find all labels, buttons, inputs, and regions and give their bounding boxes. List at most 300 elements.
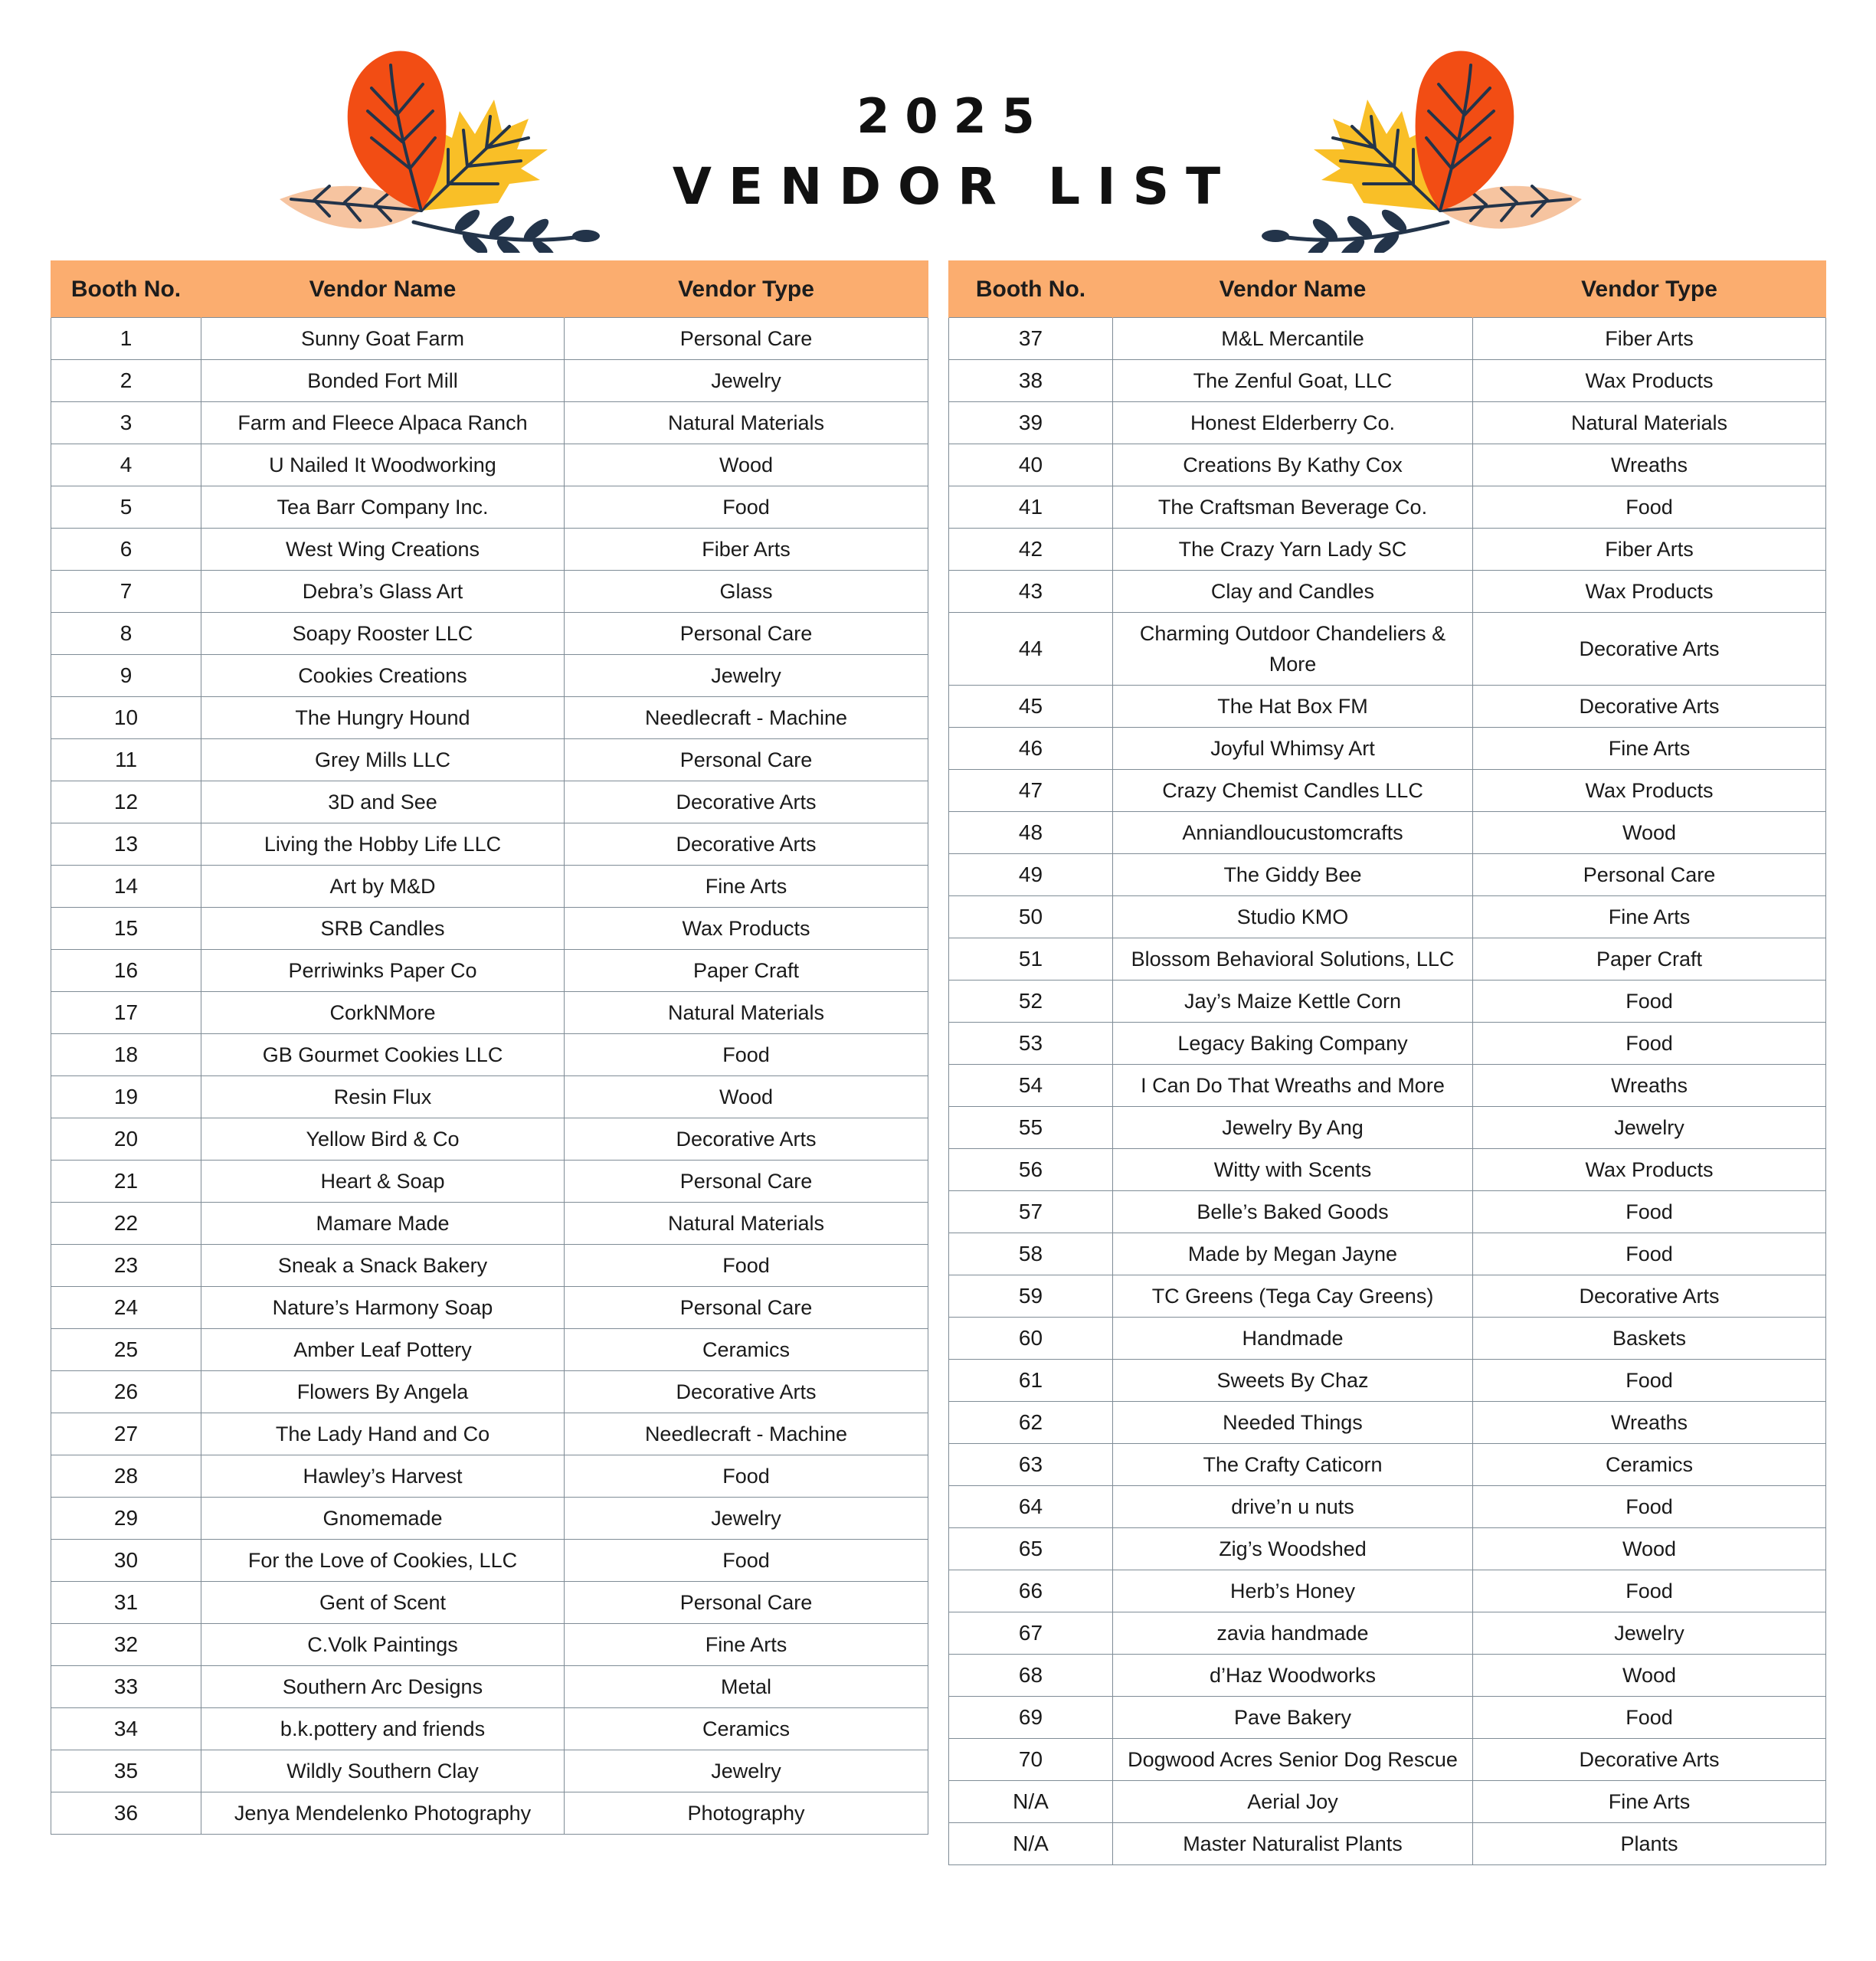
vendor-type-cell: Jewelry (1473, 1612, 1826, 1655)
booth-number-cell: 40 (949, 444, 1113, 486)
vendor-name-cell: Charming Outdoor Chandeliers & More (1113, 613, 1473, 686)
vendor-type-cell: Jewelry (565, 655, 928, 697)
vendor-name-cell: Amber Leaf Pottery (201, 1329, 565, 1371)
vendor-table-left (51, 260, 928, 1835)
vendor-name-cell: Joyful Whimsy Art (1113, 728, 1473, 770)
vendor-type-cell: Decorative Arts (1473, 1739, 1826, 1781)
vendor-name-cell: M&L Mercantile (1113, 318, 1473, 360)
vendor-type-cell: Fine Arts (1473, 1781, 1826, 1823)
vendor-type-cell: Wreaths (1473, 1065, 1826, 1107)
table-row (51, 1287, 928, 1329)
booth-number-cell: 52 (949, 980, 1113, 1023)
booth-number-cell: 11 (51, 739, 201, 781)
table-row (949, 812, 1826, 854)
booth-number-cell: 63 (949, 1444, 1113, 1486)
vendor-type-cell: Wood (565, 444, 928, 486)
vendor-name-cell: Grey Mills LLC (201, 739, 565, 781)
vendor-name-cell: b.k.pottery and friends (201, 1708, 565, 1750)
booth-number-cell: 38 (949, 360, 1113, 402)
vendor-name-cell: Gnomemade (201, 1498, 565, 1540)
booth-number-cell: 24 (51, 1287, 201, 1329)
booth-number-cell: 18 (51, 1034, 201, 1076)
booth-number-cell: 62 (949, 1402, 1113, 1444)
booth-number-cell: 60 (949, 1318, 1113, 1360)
vendor-name-cell: Handmade (1113, 1318, 1473, 1360)
vendor-name-cell: Bonded Fort Mill (201, 360, 565, 402)
table-row (51, 1076, 928, 1118)
vendor-type-cell: Jewelry (565, 1498, 928, 1540)
vendor-type-cell: Food (565, 1540, 928, 1582)
table-row (51, 402, 928, 444)
table-row (949, 529, 1826, 571)
table-row (949, 613, 1826, 686)
vendor-type-cell: Wax Products (1473, 360, 1826, 402)
vendor-type-cell: Food (1473, 1023, 1826, 1065)
vendor-type-cell: Food (1473, 1233, 1826, 1275)
table-row (949, 1023, 1826, 1065)
vendor-type-cell: Metal (565, 1666, 928, 1708)
booth-number-cell: 14 (51, 866, 201, 908)
vendor-name-cell: Cookies Creations (201, 655, 565, 697)
table-row (51, 823, 928, 866)
vendor-type-cell: Fine Arts (565, 866, 928, 908)
vendor-name-cell: Nature’s Harmony Soap (201, 1287, 565, 1329)
vendor-name-cell: SRB Candles (201, 908, 565, 950)
table-row (51, 908, 928, 950)
booth-number-cell: 43 (949, 571, 1113, 613)
table-row (51, 486, 928, 529)
booth-number-cell: 13 (51, 823, 201, 866)
table-row (51, 1708, 928, 1750)
vendor-type-cell: Natural Materials (1473, 402, 1826, 444)
booth-number-cell: 3 (51, 402, 201, 444)
table-row (949, 1360, 1826, 1402)
autumn-leaves-right-icon (1256, 46, 1616, 253)
table-row (949, 1149, 1826, 1191)
booth-number-cell: 30 (51, 1540, 201, 1582)
vendor-type-cell: Natural Materials (565, 402, 928, 444)
booth-number-cell: 6 (51, 529, 201, 571)
table-row (51, 655, 928, 697)
vendor-type-cell: Jewelry (565, 360, 928, 402)
table-row (949, 1191, 1826, 1233)
vendor-type-cell: Wood (1473, 812, 1826, 854)
vendor-name-cell: The Hungry Hound (201, 697, 565, 739)
vendor-name-header: Vendor Name (201, 261, 565, 318)
vendor-type-cell: Personal Care (565, 1287, 928, 1329)
booth-number-cell: 55 (949, 1107, 1113, 1149)
table-row (949, 1612, 1826, 1655)
vendor-type-cell: Wreaths (1473, 1402, 1826, 1444)
vendor-name-cell: zavia handmade (1113, 1612, 1473, 1655)
table-row (949, 980, 1826, 1023)
booth-number-cell: 20 (51, 1118, 201, 1161)
vendor-name-cell: Debra’s Glass Art (201, 571, 565, 613)
vendor-name-cell: The Crafty Caticorn (1113, 1444, 1473, 1486)
vendor-name-cell: The Crazy Yarn Lady SC (1113, 529, 1473, 571)
vendor-name-cell: The Hat Box FM (1113, 686, 1473, 728)
vendor-type-cell: Baskets (1473, 1318, 1826, 1360)
vendor-name-cell: The Lady Hand and Co (201, 1413, 565, 1455)
vendor-name-cell: Pave Bakery (1113, 1697, 1473, 1739)
vendor-name-header: Vendor Name (1113, 261, 1473, 318)
vendor-name-cell: Soapy Rooster LLC (201, 613, 565, 655)
vendor-type-cell: Needlecraft - Machine (565, 1413, 928, 1455)
vendor-type-cell: Decorative Arts (565, 1371, 928, 1413)
vendor-type-cell: Needlecraft - Machine (565, 697, 928, 739)
vendor-type-cell: Food (565, 486, 928, 529)
vendor-name-cell: Resin Flux (201, 1076, 565, 1118)
vendor-type-header: Vendor Type (565, 261, 928, 318)
vendor-type-cell: Wax Products (565, 908, 928, 950)
vendor-type-cell: Food (1473, 980, 1826, 1023)
vendor-name-cell: Master Naturalist Plants (1113, 1823, 1473, 1865)
table-row (949, 318, 1826, 360)
booth-number-cell: 68 (949, 1655, 1113, 1697)
vendor-name-cell: Witty with Scents (1113, 1149, 1473, 1191)
booth-number-cell: 19 (51, 1076, 201, 1118)
table-row (51, 1203, 928, 1245)
vendor-type-cell: Fiber Arts (565, 529, 928, 571)
vendor-name-cell: d’Haz Woodworks (1113, 1655, 1473, 1697)
booth-number-cell: 32 (51, 1624, 201, 1666)
vendor-type-cell: Fine Arts (565, 1624, 928, 1666)
autumn-leaves-left-icon (245, 46, 605, 253)
vendor-type-cell: Personal Care (565, 739, 928, 781)
booth-number-cell: 25 (51, 1329, 201, 1371)
booth-number-cell: 10 (51, 697, 201, 739)
table-row (949, 1697, 1826, 1739)
vendor-type-cell: Fine Arts (1473, 896, 1826, 938)
table-row (51, 866, 928, 908)
booth-number-cell: 61 (949, 1360, 1113, 1402)
vendor-type-cell: Plants (1473, 1823, 1826, 1865)
booth-number-cell: 37 (949, 318, 1113, 360)
booth-number-cell: 67 (949, 1612, 1113, 1655)
booth-number-cell: N/A (949, 1781, 1113, 1823)
vendor-type-cell: Wood (565, 1076, 928, 1118)
table-row (949, 1781, 1826, 1823)
booth-number-cell: 35 (51, 1750, 201, 1792)
booth-number-cell: 56 (949, 1149, 1113, 1191)
vendor-type-cell: Decorative Arts (1473, 613, 1826, 686)
table-row (949, 938, 1826, 980)
vendor-name-cell: Living the Hobby Life LLC (201, 823, 565, 866)
table-row (949, 1570, 1826, 1612)
booth-number-cell: 47 (949, 770, 1113, 812)
vendor-type-cell: Natural Materials (565, 992, 928, 1034)
vendor-name-cell: The Giddy Bee (1113, 854, 1473, 896)
table-row (51, 1371, 928, 1413)
booth-number-cell: 58 (949, 1233, 1113, 1275)
table-row (949, 854, 1826, 896)
table-row (949, 896, 1826, 938)
booth-number-cell: 48 (949, 812, 1113, 854)
vendor-type-cell: Food (565, 1245, 928, 1287)
vendor-name-cell: Yellow Bird & Co (201, 1118, 565, 1161)
table-row (51, 318, 928, 360)
table-row (949, 1528, 1826, 1570)
booth-number-cell: 12 (51, 781, 201, 823)
vendor-type-cell: Natural Materials (565, 1203, 928, 1245)
vendor-name-cell: Clay and Candles (1113, 571, 1473, 613)
vendor-name-cell: U Nailed It Woodworking (201, 444, 565, 486)
table-row (51, 1034, 928, 1076)
vendor-name-cell: The Craftsman Beverage Co. (1113, 486, 1473, 529)
vendor-type-cell: Decorative Arts (1473, 1275, 1826, 1318)
vendor-type-cell: Personal Care (1473, 854, 1826, 896)
vendor-type-cell: Food (1473, 1486, 1826, 1528)
vendor-name-cell: West Wing Creations (201, 529, 565, 571)
booth-number-cell: 42 (949, 529, 1113, 571)
vendor-name-cell: The Zenful Goat, LLC (1113, 360, 1473, 402)
vendor-type-cell: Wax Products (1473, 770, 1826, 812)
table-row (949, 1444, 1826, 1486)
booth-number-cell: 54 (949, 1065, 1113, 1107)
vendor-name-cell: I Can Do That Wreaths and More (1113, 1065, 1473, 1107)
booth-number-cell: 53 (949, 1023, 1113, 1065)
booth-number-cell: 9 (51, 655, 201, 697)
vendor-type-cell: Food (565, 1034, 928, 1076)
booth-number-cell: 26 (51, 1371, 201, 1413)
booth-number-cell: 69 (949, 1697, 1113, 1739)
table-row (51, 1161, 928, 1203)
table-header-row (949, 261, 1826, 318)
title-vendor-list: VENDOR LIST (672, 157, 1238, 216)
booth-number-cell: 45 (949, 686, 1113, 728)
vendor-name-cell: Belle’s Baked Goods (1113, 1191, 1473, 1233)
vendor-name-cell: Sweets By Chaz (1113, 1360, 1473, 1402)
table-row (949, 1402, 1826, 1444)
table-row (949, 1065, 1826, 1107)
vendor-type-cell: Wood (1473, 1528, 1826, 1570)
table-row (51, 739, 928, 781)
table-row (949, 1655, 1826, 1697)
vendor-name-cell: Tea Barr Company Inc. (201, 486, 565, 529)
booth-number-cell: 46 (949, 728, 1113, 770)
booth-number-cell: 50 (949, 896, 1113, 938)
vendor-name-cell: Jewelry By Ang (1113, 1107, 1473, 1149)
table-row (51, 1498, 928, 1540)
vendor-type-cell: Paper Craft (1473, 938, 1826, 980)
vendor-name-cell: Mamare Made (201, 1203, 565, 1245)
vendor-name-cell: Southern Arc Designs (201, 1666, 565, 1708)
booth-number-cell: 15 (51, 908, 201, 950)
vendor-type-cell: Wreaths (1473, 444, 1826, 486)
booth-number-cell: 17 (51, 992, 201, 1034)
vendor-type-cell: Decorative Arts (565, 823, 928, 866)
table-row (949, 1823, 1826, 1865)
vendor-name-cell: Sunny Goat Farm (201, 318, 565, 360)
vendor-name-cell: Hawley’s Harvest (201, 1455, 565, 1498)
booth-number-cell: 28 (51, 1455, 201, 1498)
booth-number-cell: 27 (51, 1413, 201, 1455)
vendor-type-cell: Food (565, 1455, 928, 1498)
vendor-type-cell: Decorative Arts (1473, 686, 1826, 728)
table-row (51, 697, 928, 739)
vendor-type-cell: Decorative Arts (565, 781, 928, 823)
booth-number-cell: 5 (51, 486, 201, 529)
table-row (51, 1245, 928, 1287)
vendor-name-cell: GB Gourmet Cookies LLC (201, 1034, 565, 1076)
table-row (51, 529, 928, 571)
vendor-name-cell: Jay’s Maize Kettle Corn (1113, 980, 1473, 1023)
vendor-type-cell: Food (1473, 1360, 1826, 1402)
booth-number-cell: 36 (51, 1792, 201, 1835)
booth-number-cell: 2 (51, 360, 201, 402)
table-row (51, 1750, 928, 1792)
table-row (949, 686, 1826, 728)
booth-number-cell: 64 (949, 1486, 1113, 1528)
booth-number-cell: 70 (949, 1739, 1113, 1781)
booth-number-cell: 29 (51, 1498, 201, 1540)
table-row (51, 781, 928, 823)
booth-number-cell: 23 (51, 1245, 201, 1287)
table-row (51, 1792, 928, 1835)
booth-number-cell: 39 (949, 402, 1113, 444)
booth-number-cell: 4 (51, 444, 201, 486)
booth-number-cell: 21 (51, 1161, 201, 1203)
table-row (51, 992, 928, 1034)
table-row (51, 1118, 928, 1161)
vendor-type-cell: Personal Care (565, 613, 928, 655)
vendor-type-cell: Ceramics (565, 1708, 928, 1750)
booth-number-cell: 33 (51, 1666, 201, 1708)
vendor-name-cell: Jenya Mendelenko Photography (201, 1792, 565, 1835)
vendor-name-cell: Aerial Joy (1113, 1781, 1473, 1823)
vendor-name-cell: Studio KMO (1113, 896, 1473, 938)
vendor-name-cell: Perriwinks Paper Co (201, 950, 565, 992)
table-row (51, 1666, 928, 1708)
vendor-name-cell: Heart & Soap (201, 1161, 565, 1203)
booth-number-cell: 51 (949, 938, 1113, 980)
table-row (949, 1486, 1826, 1528)
table-row (51, 360, 928, 402)
vendor-name-cell: Farm and Fleece Alpaca Ranch (201, 402, 565, 444)
vendor-name-cell: Sneak a Snack Bakery (201, 1245, 565, 1287)
vendor-type-cell: Fine Arts (1473, 728, 1826, 770)
table-row (949, 402, 1826, 444)
table-row (949, 770, 1826, 812)
vendor-type-cell: Personal Care (565, 318, 928, 360)
vendor-name-cell: Crazy Chemist Candles LLC (1113, 770, 1473, 812)
table-row (51, 1624, 928, 1666)
booth-number-cell: 59 (949, 1275, 1113, 1318)
booth-number-cell: 49 (949, 854, 1113, 896)
table-row (949, 728, 1826, 770)
title-year: 2025 (856, 88, 1050, 144)
vendor-name-cell: Flowers By Angela (201, 1371, 565, 1413)
vendor-name-cell: C.Volk Paintings (201, 1624, 565, 1666)
booth-number-cell: 1 (51, 318, 201, 360)
booth-number-cell: N/A (949, 1823, 1113, 1865)
vendor-name-cell: CorkNMore (201, 992, 565, 1034)
table-row (51, 1413, 928, 1455)
vendor-name-cell: Gent of Scent (201, 1582, 565, 1624)
table-row (949, 571, 1826, 613)
vendor-table-right (948, 260, 1826, 1865)
vendor-type-cell: Wood (1473, 1655, 1826, 1697)
vendor-type-cell: Wax Products (1473, 571, 1826, 613)
booth-number-cell: 7 (51, 571, 201, 613)
vendor-type-header: Vendor Type (1473, 261, 1826, 318)
vendor-type-cell: Jewelry (1473, 1107, 1826, 1149)
booth-number-cell: 22 (51, 1203, 201, 1245)
vendor-type-cell: Paper Craft (565, 950, 928, 992)
vendor-name-cell: 3D and See (201, 781, 565, 823)
booth-number-cell: 16 (51, 950, 201, 992)
vendor-type-cell: Food (1473, 486, 1826, 529)
vendor-name-cell: Wildly Southern Clay (201, 1750, 565, 1792)
table-row (51, 1329, 928, 1371)
booth-number-cell: 8 (51, 613, 201, 655)
booth-number-cell: 57 (949, 1191, 1113, 1233)
vendor-type-cell: Wax Products (1473, 1149, 1826, 1191)
vendor-type-cell: Jewelry (565, 1750, 928, 1792)
vendor-type-cell: Ceramics (1473, 1444, 1826, 1486)
table-row (949, 360, 1826, 402)
table-row (949, 444, 1826, 486)
vendor-name-cell: Honest Elderberry Co. (1113, 402, 1473, 444)
vendor-type-cell: Personal Care (565, 1161, 928, 1203)
vendor-name-cell: drive’n u nuts (1113, 1486, 1473, 1528)
vendor-name-cell: Art by M&D (201, 866, 565, 908)
table-header-row (51, 261, 928, 318)
booth-number-cell: 34 (51, 1708, 201, 1750)
booth-number-cell: 44 (949, 613, 1113, 686)
vendor-type-cell: Food (1473, 1697, 1826, 1739)
table-row (949, 1275, 1826, 1318)
booth-number-cell: 31 (51, 1582, 201, 1624)
vendor-type-cell: Personal Care (565, 1582, 928, 1624)
table-row (51, 1540, 928, 1582)
vendor-name-cell: TC Greens (Tega Cay Greens) (1113, 1275, 1473, 1318)
table-row (949, 1318, 1826, 1360)
vendor-name-cell: Blossom Behavioral Solutions, LLC (1113, 938, 1473, 980)
booth-header: Booth No. (949, 261, 1113, 318)
vendor-name-cell: Zig’s Woodshed (1113, 1528, 1473, 1570)
vendor-name-cell: Creations By Kathy Cox (1113, 444, 1473, 486)
vendor-name-cell: Legacy Baking Company (1113, 1023, 1473, 1065)
vendor-type-cell: Fiber Arts (1473, 529, 1826, 571)
vendor-name-cell: For the Love of Cookies, LLC (201, 1540, 565, 1582)
vendor-type-cell: Glass (565, 571, 928, 613)
table-row (51, 444, 928, 486)
booth-number-cell: 41 (949, 486, 1113, 529)
booth-number-cell: 65 (949, 1528, 1113, 1570)
vendor-type-cell: Photography (565, 1792, 928, 1835)
vendor-name-cell: Dogwood Acres Senior Dog Rescue (1113, 1739, 1473, 1781)
vendor-name-cell: Needed Things (1113, 1402, 1473, 1444)
table-row (51, 1582, 928, 1624)
vendor-type-cell: Food (1473, 1191, 1826, 1233)
table-row (949, 1107, 1826, 1149)
booth-header: Booth No. (51, 261, 201, 318)
table-row (949, 1739, 1826, 1781)
vendor-name-cell: Herb’s Honey (1113, 1570, 1473, 1612)
vendor-type-cell: Fiber Arts (1473, 318, 1826, 360)
booth-number-cell: 66 (949, 1570, 1113, 1612)
table-row (949, 486, 1826, 529)
table-row (949, 1233, 1826, 1275)
table-row (51, 1455, 928, 1498)
vendor-name-cell: Made by Megan Jayne (1113, 1233, 1473, 1275)
table-row (51, 950, 928, 992)
vendor-type-cell: Decorative Arts (565, 1118, 928, 1161)
table-row (51, 571, 928, 613)
vendor-name-cell: Anniandloucustomcrafts (1113, 812, 1473, 854)
vendor-type-cell: Food (1473, 1570, 1826, 1612)
